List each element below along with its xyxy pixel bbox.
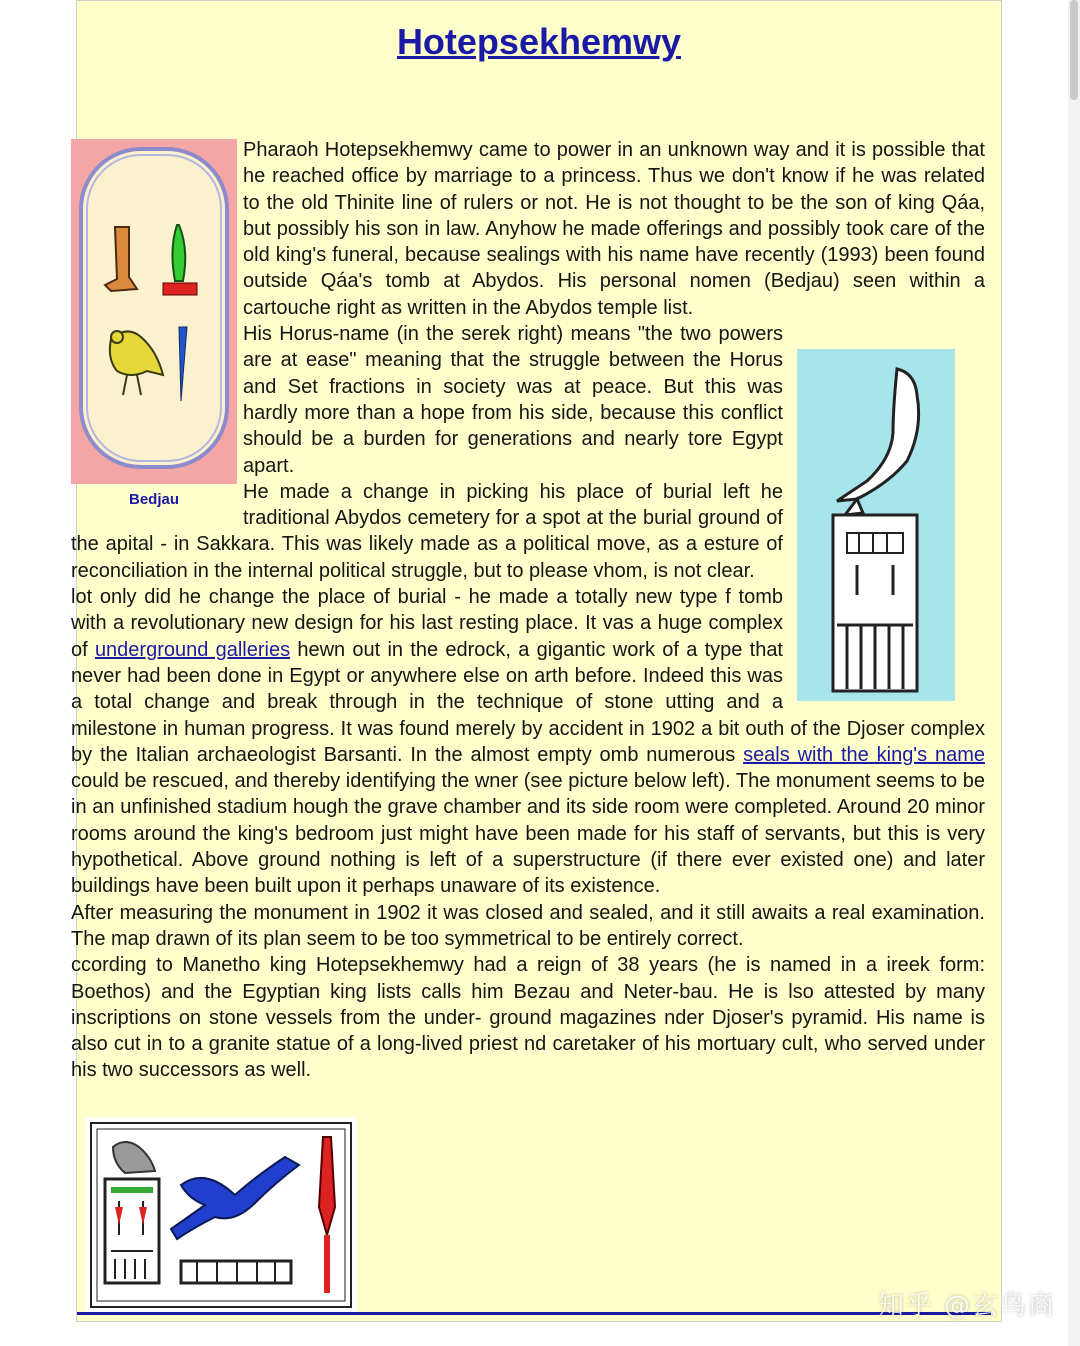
paragraph-4-after: hewn out in the edrock, a gigantic work of a type that never had been done in Egypt or anywhere else on arth before. Indeed this was a total change and break through in the technique of stone utting and a milestone in human progress. It was found merely by accident in 1902 a bit outh of the Djoser complex by the Italian archaeologist Barsanti. In the almost empty omb numerous	[71, 638, 985, 766]
paragraph-2: His Horus-name (in the serek right) means "the two powers are at ease" meaning that the struggle between the Horus and Set fractions in society was at peace. But this was hardly more than a hope from his side, because this conflict should be a burden for generations and nearly tore Egypt apart.	[243, 323, 783, 477]
paragraph-1: Pharaoh Hotepsekhemwy came to power in an unknown way and it is possible that he reached office by marriage to a princess. Thus we don't know if he was related to the old Thinite line of rulers or not. He is not thought to be the son of king Qáa, but possibly his son in law. Anyhow he made offerings and possibly took care of the old king's funeral, because sealings with his name have recently (1993) been found outside Qáa's tomb at Abydos. His personal nomen (Bedjau) seen within a cartouche right as written in the Abydos temple list.	[243, 139, 985, 319]
seal-image	[85, 1117, 357, 1313]
underground-galleries-link[interactable]: underground galleries	[94, 638, 291, 661]
paragraph-4-tail: could be rescued, and thereby identifying the wner (see picture below left). The monument seems to be in an unfinished stadium hough the grave chamber and its side room were completed. Around 20 minor rooms around the king's bedroom just might have been made for his staff of servants, but this is very hypothetical. Above ground nothing is left of a superstructure (if there ever existed one) and later buildings have been built upon it perhaps unaware of its existence.	[71, 770, 985, 898]
bottom-rule	[77, 1312, 991, 1315]
paragraph-3: He made a change in picking his place of burial left he traditional Abydos cemetery for a spot at the burial ground of the apital - in Sakkara. This was likely made as a political move, as a esture of reconciliation in the internal political struggle, but to please vhom, is not clear.	[71, 480, 783, 582]
scrollbar[interactable]	[1068, 0, 1080, 1346]
cartouche-figure	[71, 139, 237, 511]
paragraph-6: ccording to Manetho king Hotepsekhemwy had a reign of 38 years (he is named in a ireek form: Boethos) and the Egyptian king lists calls him Bezau and Neter-bau. He is lso attested by many inscriptions on stone vessels from the under- ground magazines nder Djoser's pyramid. His name is also cut in to a granite statue of a long-lived priest nd caretaker of his mortuary cult, who served under his two successors as well.	[71, 954, 985, 1082]
watermark: 知乎 @玄鸟商	[877, 1291, 1056, 1321]
seals-link[interactable]: seals with the king's name	[743, 743, 985, 766]
page-title[interactable]: Hotepsekhemwy	[396, 21, 682, 62]
article-body	[71, 137, 985, 1313]
paragraph-4-before: lot only did he change the place of burial - he made a totally new type f tomb with a revolutionary new design for his last resting place. It vas a huge complex of	[71, 586, 783, 661]
paragraph-5: After measuring the monument in 1902 it was closed and sealed, and it still awaits a real examination. The map drawn of its plan seem to be too symmetrical to be entirely correct.	[71, 901, 985, 950]
seal-figure	[71, 1113, 363, 1313]
serek-figure	[795, 349, 985, 701]
serek-image	[797, 349, 967, 701]
scrollbar-thumb[interactable]	[1070, 0, 1078, 100]
cartouche-caption: Bedjau	[128, 491, 179, 508]
article-page	[71, 0, 1002, 1322]
cartouche-image	[71, 139, 237, 484]
